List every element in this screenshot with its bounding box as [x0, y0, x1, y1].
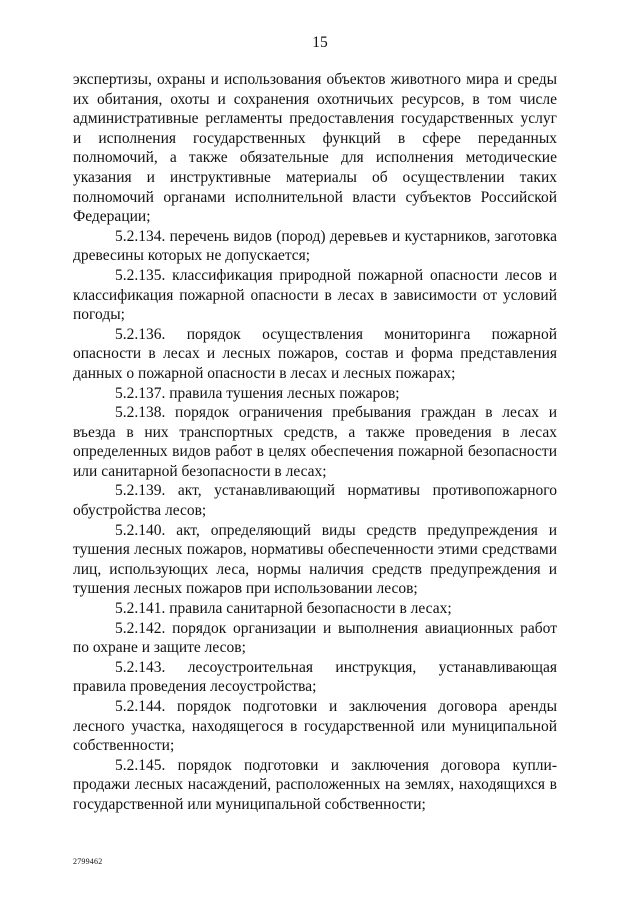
list-item-5-2-143: 5.2.143. лесоустроительная инструкция, устанавливающая правила проведения лесоустройства; — [73, 658, 557, 696]
list-item-5-2-145: 5.2.145. порядок подготовки и заключения договора купли-продажи лесных насаждений, расположенных на землях, находящихся в государственной или муниципальной собственности; — [73, 756, 557, 813]
list-item-5-2-138: 5.2.138. порядок ограничения пребывания граждан в лесах и въезда в них транспортных средств, а также проведения в лесах определенных видов работ в целях обеспечения пожарной безопасности или санитарной безопасности в лесах; — [73, 404, 557, 480]
list-item-5-2-136: 5.2.136. порядок осуществления мониторинга пожарной опасности в лесах и лесных пожаров, состав и форма представления данных о пожарной опасности в лесах и лесных пожарах; — [73, 325, 557, 382]
list-item-5-2-144: 5.2.144. порядок подготовки и заключения договора аренды лесного участка, находящегося в государственной или муниципальной собственности; — [73, 698, 557, 755]
list-item-5-2-137: 5.2.137. правила тушения лесных пожаров; — [115, 384, 400, 402]
document-code: 2799462 — [73, 857, 103, 866]
list-item-5-2-135: 5.2.135. классификация природной пожарной опасности лесов и классификация пожарной опасности в лесах в зависимости от условий погоды; — [73, 266, 557, 324]
list-item-5-2-140: 5.2.140. акт, определяющий виды средств предупреждения и тушения лесных пожаров, нормативы обеспеченности этими средствами лиц, использующих леса, нормы наличия средств предупреждения и тушения лесных пожаров при использовании лесов; — [73, 521, 557, 598]
continuation-paragraph: экспертизы, охраны и использования объектов животного мира и среды их обитания, охоты и сохранения охотничьих ресурсов, в том числе административные регламенты предоставления государственных услуг и исполнения государственных функций в сфере переданных полномочий, а также обязательные для исполнения методические указания и инструктивные материалы об осуществлении таких полномочий органами исполнительной власти субъектов Российской Федерации; — [73, 71, 557, 226]
page-number: 15 — [312, 34, 328, 51]
list-item-5-2-134: 5.2.134. перечень видов (пород) деревьев и кустарников, заготовка древесины которых не допускается; — [73, 227, 557, 265]
document-body — [73, 70, 557, 815]
list-item-5-2-141: 5.2.141. правила санитарной безопасности в лесах; — [115, 600, 452, 618]
list-item-5-2-139: 5.2.139. акт, устанавливающий нормативы противопожарного обустройства лесов; — [73, 482, 557, 520]
list-item-5-2-142: 5.2.142. порядок организации и выполнения авиационных работ по охране и защите лесов; — [73, 619, 557, 657]
